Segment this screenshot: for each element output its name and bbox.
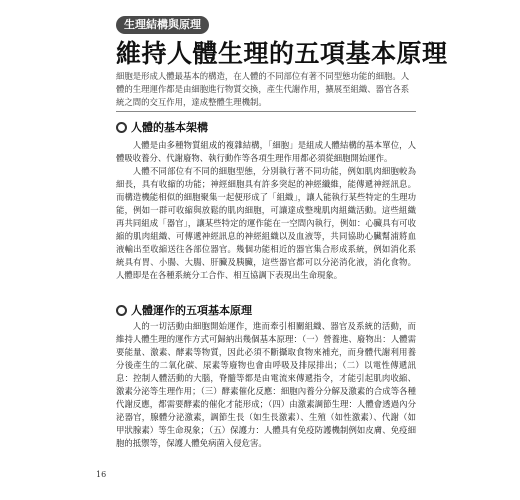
paragraph: 人體是由多種物質組成的複雜結構，「細胞」是組成人體結構的基本單位，人體吸收養分、代謝廢物、執行動作等各項生理作用都必須從細胞開始運作。 <box>116 140 416 163</box>
section-body-five-principles <box>116 320 416 450</box>
category-tag: 生理結構與原理 <box>116 16 209 34</box>
page-title: 維持人體生理的五項基本原理 <box>116 39 448 68</box>
circle-bullet-icon <box>116 305 127 316</box>
section-heading-basic-structure <box>116 119 208 135</box>
paragraph: 人體不同部位有不同的細胞型態，分別執行著不同功能，例如肌肉細胞較為細長，具有收縮的功能；神經細胞具有許多突起的神經纖維，能傳遞神經訊息。而構造機能相似的細胞聚集一起便形成了「組織」，讓人能執行某些特定的生理功能，例如一群可收縮與放鬆的肌肉細胞，可讓達成整塊肌肉組織活動。這些組織再共同組成「器官」，讓某些特定的運作能在一空間內執行，例如：心臟具有可收縮的肌肉組織、可傳遞神經訊息的神經組織以及血液等，共同協助心臟幫浦將血液輸出至收縮送往各部位器官。幾個功能相近的器官集合形成系統，例如消化系統具有胃、小腸、大腸、肝臟及胰臟，這些器官都可以分泌消化液，消化食物。人體即是在各種系統分工合作、相互協調下表現出生命現象。 <box>116 166 416 280</box>
page-number: 16 <box>96 470 107 479</box>
circle-bullet-icon <box>116 122 127 133</box>
intro-text: 細胞是形成人體最基本的構造，在人體的不同部位有著不同型態功能的細胞。人體的生理運作都是由細胞進行物質交換，產生代謝作用，擴展至組織、器官各系統之間的交互作用，達成整體生理機制。 <box>116 71 410 107</box>
section-heading-five-principles <box>116 302 252 318</box>
intro-divider <box>116 111 416 112</box>
section-heading-text: 人體運作的五項基本原理 <box>131 304 252 317</box>
section-body-basic-structure <box>116 139 416 282</box>
intro-paragraph <box>116 70 416 109</box>
paragraph: 人的一切活動由細胞開始運作，進而牽引相關組織、器官及系統的活動，而維持人體生理的運作方式可歸納出幾個基本原理：（一）營養進、廢物出：人體需要能量、激素、酵素等物質，因此必須不斷攝取食物來補充，而身體代謝利用養分後產生的二氧化碳、尿素等廢物也會由呼吸及排尿排出；（二）以電性傳遞訊息：控制人體活動的大腦，脊髓等都是由電流來傳遞指令，才能引起肌肉收縮、激素分泌等生理作用；（三）酵素催化反應：細胞內養分分解及激素的合成等各種代謝反應，都需要酵素的催化才能形成；（四）由激素調節生理：人體會透過內分泌器官，腺體分泌激素，調節生長（如生長激素）、生殖（如性激素）、代謝（如甲狀腺素）等生命現象；（五）保護力：人體具有免疫防護機制例如皮膚、免疫細胞的抵禦等，保護人體免病菌入侵危害。 <box>116 321 416 448</box>
section-heading-text: 人體的基本架構 <box>131 121 208 134</box>
